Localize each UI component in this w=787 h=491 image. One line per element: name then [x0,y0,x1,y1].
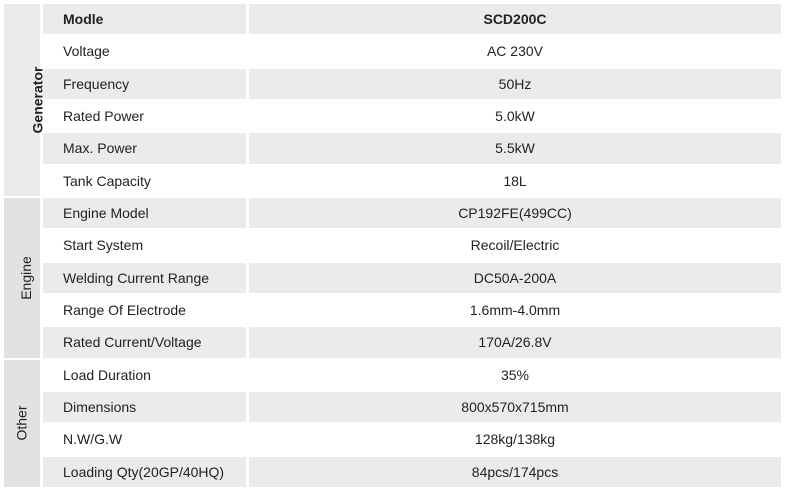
group-label-other: Other [13,405,30,441]
group-cell [4,4,46,198]
header-row [4,4,781,36]
row-value: DC50A-200A [246,263,781,295]
row-value: AC 230V [246,36,781,68]
row-label: N.W/G.W [40,424,246,456]
row-label: Frequency [40,69,246,101]
header-label: Modle [40,4,246,36]
row-value: 1.6mm-4.0mm [246,295,781,327]
row-label: Rated Power [40,101,246,133]
header-value: SCD200C [246,4,781,36]
row-label: Loading Qty(20GP/40HQ) [40,457,246,489]
row-value: Recoil/Electric [246,230,781,262]
row-label: Dimensions [40,392,246,424]
row-label: Start System [40,230,246,262]
row-label: Tank Capacity [40,166,246,198]
table-row [4,230,781,262]
row-label: Voltage [40,36,246,68]
table-row [4,457,781,489]
row-value: 5.0kW [246,101,781,133]
group-cell [4,360,40,489]
table-row [4,101,781,133]
row-value: 84pcs/174pcs [246,457,781,489]
group-label-generator: Generator [29,66,46,134]
row-value: 18L [246,166,781,198]
row-label: Engine Model [40,198,246,230]
table-row [4,198,781,230]
row-value: 170A/26.8V [246,327,781,359]
row-value: 128kg/138kg [246,424,781,456]
row-label: Range Of Electrode [40,295,246,327]
row-value: 5.5kW [246,133,781,165]
table-row [4,327,781,359]
row-value: 50Hz [246,69,781,101]
table-row [4,133,781,165]
table-row [4,69,781,101]
table-row [4,360,781,392]
row-value: 35% [246,360,781,392]
group-cell [4,198,40,360]
table-row [4,166,781,198]
row-value: CP192FE(499CC) [246,198,781,230]
table-row [4,263,781,295]
row-value: 800x570x715mm [246,392,781,424]
row-label: Load Duration [40,360,246,392]
row-label: Max. Power [40,133,246,165]
spec-table [4,4,781,489]
table-row [4,36,781,68]
table-row [4,424,781,456]
table-row [4,392,781,424]
row-label: Rated Current/Voltage [40,327,246,359]
table-row [4,295,781,327]
row-label: Welding Current Range [40,263,246,295]
group-label-engine: Engine [17,255,34,300]
